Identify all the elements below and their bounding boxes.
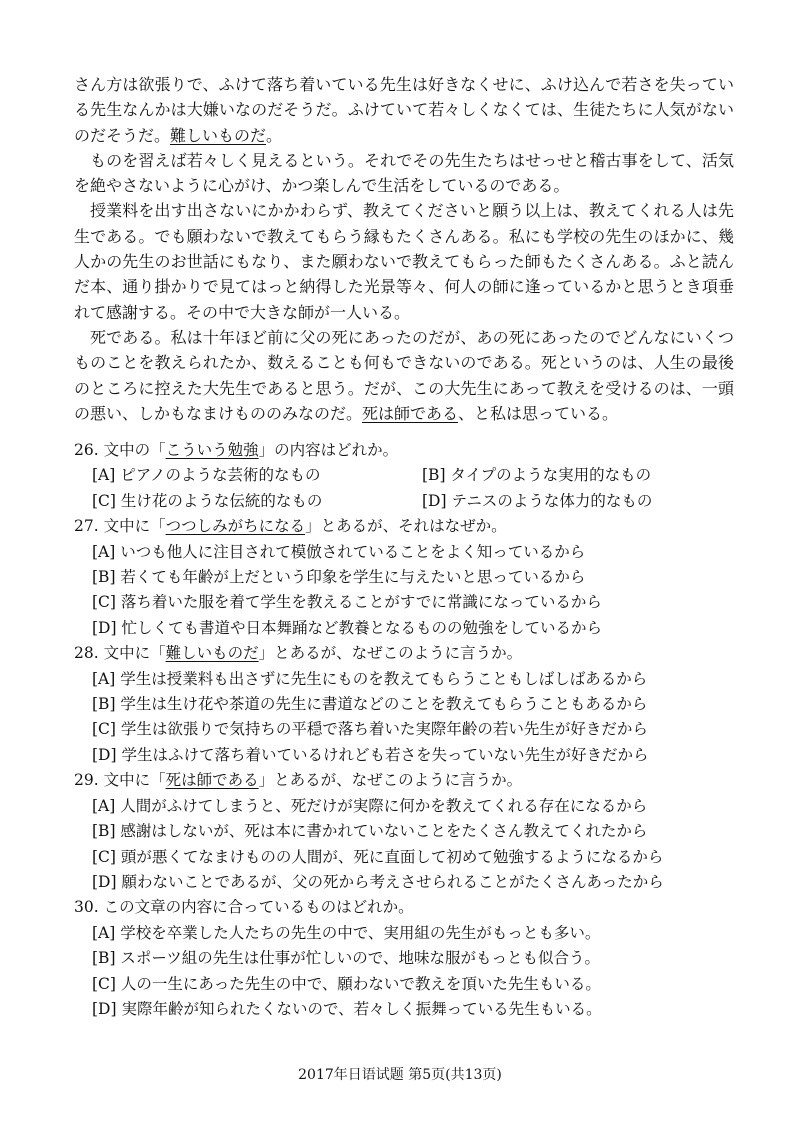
question-stem: 26. 文中の「こういう勉強」の内容はどれか。 <box>74 441 399 459</box>
question-list <box>74 438 744 1022</box>
option-d: [D] テニスのような体力的なもの <box>422 491 653 510</box>
option-b: [B] スポーツ組の先生は仕事が忙しいので、地味な服がもっとも似合う。 <box>92 949 600 968</box>
option-b: [B] 学生は生け花や茶道の先生に書道などのことを教えてもらうこともあるから <box>92 695 648 714</box>
question-stem: 28. 文中に「難しいものだ」とあるが、なぜこのように言うか。 <box>74 644 523 663</box>
passage-paragraph-2: ものを習えば若々しく見えるという。それでその先生たちはせっせと稽古事をして、活気を絶やさないように心がけ、かつ楽しんで生活をしているのである。 <box>74 150 734 196</box>
question-stem: 30. この文章の内容に合っているものはどれか。 <box>74 898 414 917</box>
passage-paragraph-3: 授業料を出す出さないにかかわらず、教えてくださいと願う以上は、教えてくれる人は先生である。でも願わないで教えてもらう縁もたくさんある。私にも学校の先生のほかに、幾人かの先生のお世話にもなり、また願わないで教えてもらった師もたくさんある。ふと読んだ本、通り掛かりで見てはっと納得した光景等々、何人の師に逢っているかと思うとき項垂れて感謝する。その中で大きな師が一人いる。 <box>74 201 734 322</box>
question-28 <box>74 641 744 768</box>
option-c: [C] 人の一生にあった先生の中で、願わないで教えを頂いた先生もいる。 <box>92 974 601 993</box>
passage-paragraph-4: 死である。私は十年ほど前に父の死にあったのだが、あの死にあったのでどんなにいくつものことを教えられたか、数えることも何もできないのである。死というのは、人生の最後のところに控えた大先生であると思う。だが、この大先生にあって教えを受けるのは、一頭の悪い、しかもなまけもののみなのだ。死は師である、と私は思っている。 <box>74 327 734 423</box>
passage-paragraph-1: さん方は欲張りで、ふけて落ち着いている先生は好きなくせに、ふけ込んで若さを失っている先生なんかは大嫌いなのだそうだ。ふけていて若々しくなくては、生徒たちに人気がないのだそうだ。難しいものだ。 <box>74 75 734 145</box>
underlined-phrase-difficult: 難しいものだ <box>170 125 267 145</box>
option-d: [D] 忙しくても書道や日本舞踊など教養となるものの勉強をしているから <box>92 618 602 637</box>
question-26 <box>74 438 744 514</box>
option-d: [D] 学生はふけて落ち着いているけれども若さを失っていない先生が好きだから <box>92 745 649 764</box>
option-b: [B] 感謝はしないが、死は本に書かれていないことをたくさん教えてくれたから <box>92 822 648 841</box>
option-c: [C] 落ち着いた服を着て学生を教えることがすでに常識になっているから <box>92 593 602 612</box>
option-a: [A] ピアノのような芸術的なもの <box>92 466 321 485</box>
option-a: [A] 人間がふけてしまうと、死だけが実際に何かを教えてくれる存在になるから <box>92 796 648 815</box>
option-b: [B] タイプのような実用的なもの <box>422 466 652 485</box>
underlined-phrase-death-is-teacher: 死は師である <box>362 403 459 423</box>
option-a: [A] 学生は授業料も出さずに先生にものを教えてもらうこともしばしばあるから <box>92 669 648 688</box>
question-stem: 27. 文中に「つつしみがちになる」とあるが、それはなぜか。 <box>74 517 507 536</box>
question-30 <box>74 895 744 1022</box>
option-d: [D] 実際年齢が知られたくないので、若々しく振舞っている先生もいる。 <box>92 999 602 1018</box>
page-footer: 2017年日语试题 第5页(共13页) <box>298 1067 502 1083</box>
underlined-phrase: こういう勉強 <box>165 441 259 459</box>
underlined-phrase: 難しいものだ <box>165 644 259 663</box>
question-stem: 29. 文中に「死は師である」とあるが、なぜこのように言うか。 <box>74 771 523 790</box>
option-grid <box>74 463 744 514</box>
question-29 <box>74 768 744 895</box>
underlined-phrase: つつしみがちになる <box>165 517 306 536</box>
question-27 <box>74 514 744 641</box>
underlined-phrase: 死は師である <box>165 771 259 790</box>
option-c: [C] 頭が悪くてなまけものの人間が、死に直面して初めて勉強するようになるから <box>92 847 664 866</box>
option-c: [C] 学生は欲張りで気持ちの平穏で落ち着いた実際年齢の若い先生が好きだから <box>92 720 648 739</box>
option-a: [A] 学校を卒業した人たちの先生の中で、実用組の先生がもっとも多い。 <box>92 923 601 942</box>
option-d: [D] 願わないことであるが、父の死から考えさせられることがたくさんあったから <box>92 872 664 891</box>
reading-passage <box>74 72 734 426</box>
option-a: [A] いつも他人に注目されて模倣されていることをよく知っているから <box>92 542 586 561</box>
option-c: [C] 生け花のような伝統的なもの <box>92 491 323 510</box>
option-b: [B] 若くても年齢が上だという印象を学生に与えたいと思っているから <box>92 568 586 587</box>
